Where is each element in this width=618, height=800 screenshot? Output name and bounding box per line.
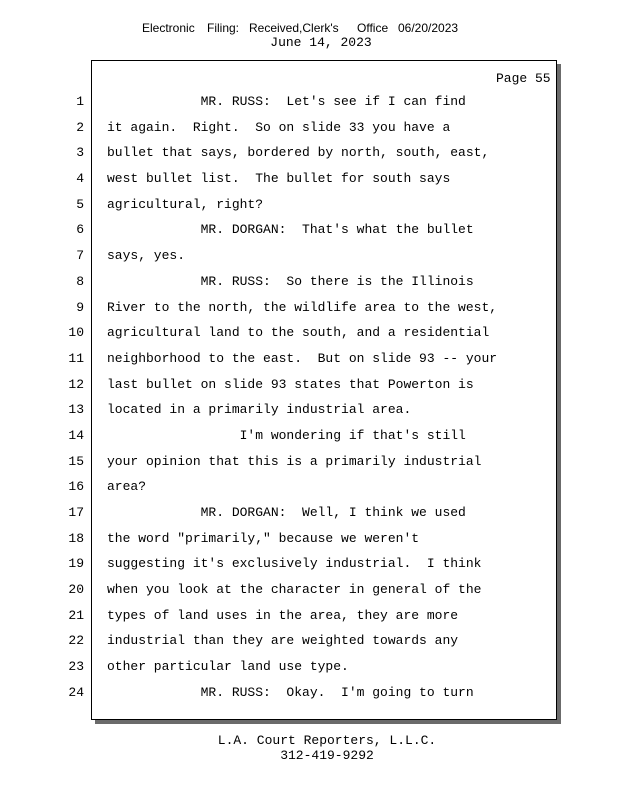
transcript-line: [0, 556, 618, 582]
filing-stamp: [0, 20, 618, 36]
transcript-line: [0, 145, 618, 171]
line-number: 16: [68, 479, 84, 495]
filing-stamp-received: Received,Clerk's: [249, 21, 339, 35]
line-number: 10: [68, 325, 84, 341]
transcript-line: [0, 659, 618, 685]
transcript-line: [0, 325, 618, 351]
transcript-line: [0, 428, 618, 454]
filing-stamp-electronic: Electronic: [142, 21, 195, 35]
line-text: west bullet list. The bullet for south says: [107, 171, 451, 187]
transcript-line: [0, 274, 618, 300]
line-number: 7: [76, 248, 84, 264]
line-number: 15: [68, 453, 84, 469]
footer-phone: 312-419-9292: [280, 748, 374, 763]
line-text: River to the north, the wildlife area to the west,: [107, 299, 498, 315]
line-number: 21: [68, 607, 84, 623]
line-text: MR. RUSS: Okay. I'm going to turn: [107, 684, 474, 700]
line-number: 5: [76, 196, 84, 212]
line-text: located in a primarily industrial area.: [107, 402, 412, 418]
line-text: agricultural, right?: [107, 196, 264, 212]
transcript-line: [0, 197, 618, 223]
transcript-line: [0, 377, 618, 403]
transcript-line: [0, 351, 618, 377]
line-number: 18: [68, 530, 84, 546]
line-text: industrial than they are weighted towards any: [107, 633, 459, 649]
transcript-line: [0, 685, 618, 711]
line-number: 2: [76, 119, 84, 135]
transcript-line: [0, 171, 618, 197]
line-text: your opinion that this is a primarily industrial: [107, 453, 482, 469]
line-number: 1: [76, 94, 84, 109]
transcript-line: [0, 505, 618, 531]
transcript-line: [0, 94, 618, 120]
line-text: MR. DORGAN: That's what the bullet: [107, 222, 474, 238]
line-text: says, yes.: [107, 248, 186, 264]
line-text: agricultural land to the south, and a residential: [107, 325, 490, 341]
line-number: 20: [68, 582, 84, 598]
line-text: MR. RUSS: Let's see if I can find: [107, 94, 466, 109]
filing-stamp-filing: Filing:: [207, 21, 240, 35]
line-number: 19: [68, 556, 84, 572]
line-text: last bullet on slide 93 states that Powerton is: [107, 376, 474, 392]
transcript-line: [0, 531, 618, 557]
transcript-line: [0, 479, 618, 505]
transcript-line: [0, 248, 618, 274]
footer: [0, 733, 618, 763]
line-text: suggesting it's exclusively industrial. I think: [107, 556, 482, 572]
transcript-line: [0, 582, 618, 608]
transcript-line: [0, 222, 618, 248]
line-text: other particular land use type.: [107, 659, 349, 675]
line-number: 9: [76, 299, 84, 315]
page-number: Page 55: [496, 71, 551, 86]
line-text: MR. RUSS: So there is the Illinois: [107, 273, 474, 289]
line-number: 17: [68, 505, 84, 520]
line-text: area?: [107, 479, 147, 495]
filing-stamp-date: 06/20/2023: [398, 21, 459, 35]
footer-company: L.A. Court Reporters, L.L.C.: [217, 733, 437, 748]
transcript-line: [0, 454, 618, 480]
filing-stamp-office: Office: [357, 21, 389, 35]
line-number: 8: [76, 273, 84, 289]
line-text: the word "primarily," because we weren't: [107, 530, 420, 546]
transcript-lines: [0, 94, 618, 711]
line-text: when you look at the character in general of the: [107, 582, 482, 598]
line-text: MR. DORGAN: Well, I think we used: [107, 505, 466, 520]
line-number: 22: [68, 633, 84, 649]
transcript-line: [0, 633, 618, 659]
line-text: bullet that says, bordered by north, south, east,: [107, 145, 490, 161]
transcript-line: [0, 402, 618, 428]
transcript-line: [0, 608, 618, 634]
line-text: neighborhood to the east. But on slide 93 -- your: [107, 350, 498, 366]
line-number: 13: [68, 402, 84, 418]
line-number: 11: [68, 350, 84, 366]
transcript-date: June 14, 2023: [270, 35, 372, 50]
transcript-line: [0, 120, 618, 146]
line-text: it again. Right. So on slide 33 you have a: [107, 119, 451, 135]
line-number: 4: [76, 171, 84, 187]
line-number: 23: [68, 659, 84, 675]
line-number: 14: [68, 427, 84, 443]
transcript-line: [0, 300, 618, 326]
line-number: 12: [68, 376, 84, 392]
line-number: 6: [76, 222, 84, 238]
line-text: I'm wondering if that's still: [107, 427, 466, 443]
line-text: types of land uses in the area, they are more: [107, 607, 459, 623]
line-number: 3: [76, 145, 84, 161]
line-number: 24: [68, 684, 84, 700]
